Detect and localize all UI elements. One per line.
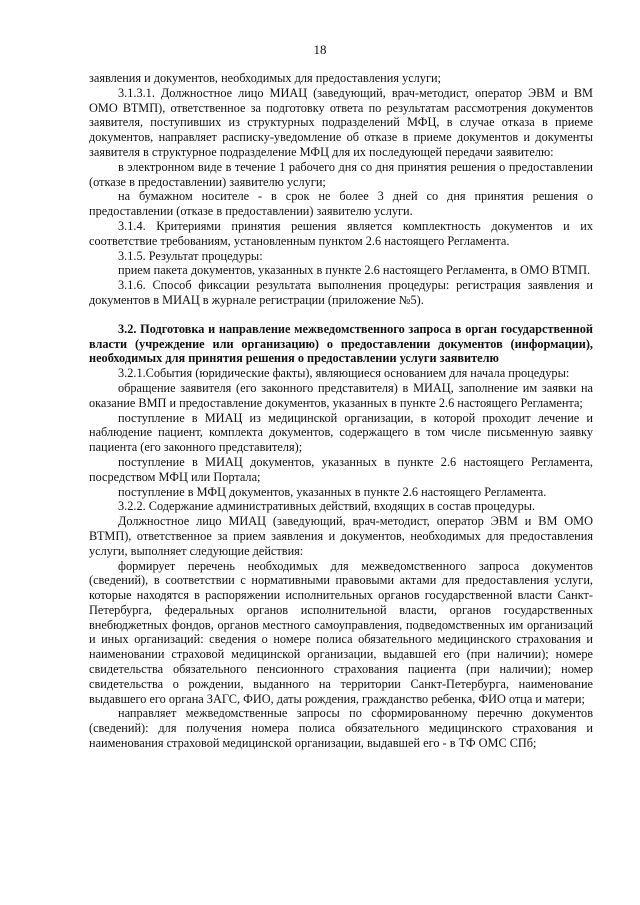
paragraph: поступление в МФЦ документов, указанных в пункте 2.6 настоящего Регламента. bbox=[118, 484, 547, 499]
paragraph: в электронном виде в течение 1 рабочего дня со дня принятия решения о предоставлении (отказе в предоставлении) заявителю услуги; bbox=[89, 159, 593, 189]
paragraph: поступление в МИАЦ из медицинской организации, в которой проходит лечение и наблюдение пациент, комплекта документов, содержащего в том числе письменную заявку пациента (его законного представителя); bbox=[89, 410, 593, 455]
paragraph: заявления и документов, необходимых для предоставления услуги; bbox=[89, 71, 441, 85]
section-heading: 3.2. Подготовка и направление межведомственного запроса в орган государственной власти (учреждение или организацию) о предоставлении документов (информации), необходимых для принятия решения о предоставлении услуги заявителю bbox=[89, 321, 593, 366]
document-body bbox=[89, 71, 593, 751]
paragraph: 3.1.6. Способ фиксации результата выполнения процедуры: регистрация заявления и документов в МИАЦ в журнале регистрации (приложение №5). bbox=[89, 278, 593, 307]
paragraph: поступление в МИАЦ документов, указанных в пункте 2.6 настоящего Регламента, посредством МФЦ или Портала; bbox=[89, 454, 593, 484]
paragraph: 3.1.4. Критериями принятия решения является комплектность документов и их соответствие требованиям, установленным пунктом 2.6 настоящего Регламента. bbox=[89, 218, 593, 248]
paragraph: формирует перечень необходимых для межведомственного запроса документов (сведений), в соответствии с нормативными правовыми актами для предоставления услуги, которые находятся в распоряжении исполнительных органов государственной власти Санкт-Петербурга, федеральных органов исполнительной власти, органов государственных внебюджетных фондов, органов местного самоуправления, подведомственных им организаций и иных организаций: сведения о номере полиса обязательного медицинского страхования и наименовании страховой медицинской организации, выдавшей его (при наличии); номере свидетельства обязательного пенсионного страхования пациента (при наличии); номер свидетельства о рождении, выданного на территории Санкт-Петербурга, наименование выдавшего его органа ЗАГС, ФИО, даты рождения, гражданство ребенка, ФИО отца и матери; bbox=[89, 558, 593, 706]
paragraph: Должностное лицо МИАЦ (заведующий, врач-методист, оператор ЭВМ и ВМ ОМО ВТМП), ответственное за прием заявления и документов, необходимых для предоставления услуги, выполняет следующие действия: bbox=[89, 514, 593, 558]
paragraph: 3.2.1.События (юридические факты), являющиеся основанием для начала процедуры: bbox=[118, 366, 570, 381]
paragraph: 3.1.5. Результат процедуры: bbox=[118, 248, 263, 263]
paragraph: 3.1.3.1. Должностное лицо МИАЦ (заведующий, врач-методист, оператор ЭВМ и ВМ ОМО ВТМП), ответственное за подготовку ответа по результатам рассмотрения документов заявителя, поступивших из структурных подразделений МФЦ, в случае отказа в приеме документов, направляет расписку-уведомление об отказе в приеме документов и документы заявителя в структурное подразделение МФЦ для их последующей передачи заявителю: bbox=[89, 85, 593, 159]
paragraph: 3.2.2. Содержание административных действий, входящих в состав процедуры. bbox=[118, 499, 536, 514]
paragraph: прием пакета документов, указанных в пункте 2.6 настоящего Регламента, в ОМО ВТМП. bbox=[118, 263, 591, 278]
paragraph: на бумажном носителе - в срок не более 3 дней со дня принятия решения о предоставлении (отказе в предоставлении) заявителю услуги. bbox=[89, 189, 593, 219]
page-number: 18 bbox=[313, 42, 327, 57]
paragraph: обращение заявителя (его законного представителя) в МИАЦ, заполнение им заявки на оказание ВМП и предоставление документов, указанных в пункте 2.6 настоящего Регламента; bbox=[89, 380, 593, 410]
paragraph: направляет межведомственные запросы по сформированному перечню документов (сведений): для получения номера полиса обязательного медицинского страхования и наименования страховой медицинской организации, выдавшей его - в ТФ ОМС СПб; bbox=[89, 706, 593, 751]
